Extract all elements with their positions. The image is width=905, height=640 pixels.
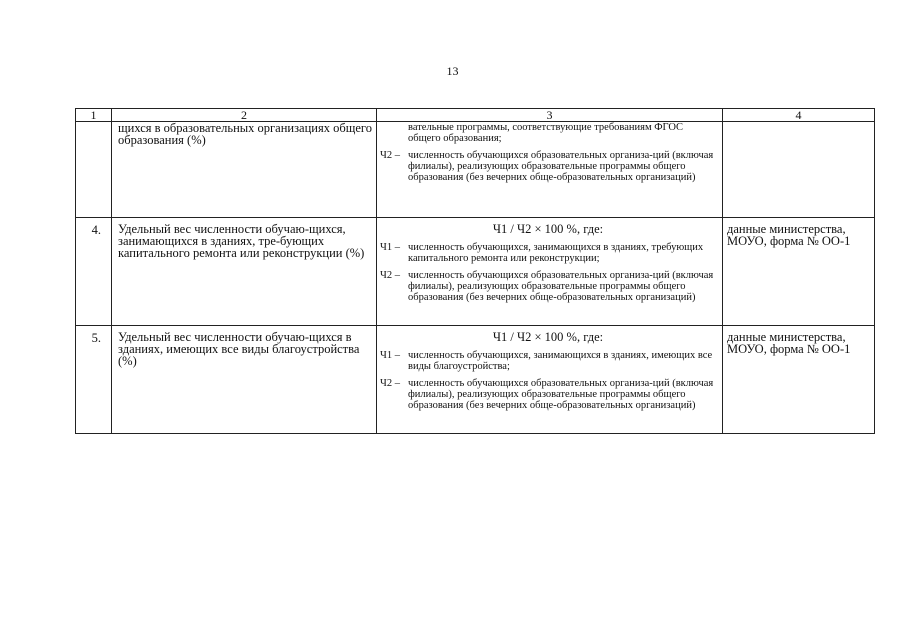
- formula-text: Ч1 / Ч2 × 100 %, где:: [492, 222, 604, 236]
- source-cell: [723, 122, 875, 218]
- definition-label: Ч2 –: [380, 378, 400, 389]
- method-cell: [377, 218, 723, 326]
- table-row-continuation: [76, 122, 875, 218]
- indicator-cell: щихся в образовательных организациях общего образования (%): [112, 122, 377, 218]
- definition-label: Ч2 –: [380, 150, 400, 161]
- definition-ch2: [380, 378, 716, 411]
- table-row: [76, 218, 875, 326]
- column-header-2: 2: [112, 109, 377, 122]
- indicator-cell: Удельный вес численности обучаю-щихся в зданиях, имеющих все виды благоустройства (%): [112, 326, 377, 434]
- definition-text: численность обучающихся образовательных организа-ций (включая филиалы), реализующих образовательные программы общего образования (без вечерних обще-образовательных организаций): [408, 150, 714, 183]
- row-number-cell: [76, 122, 112, 218]
- definition-label: Ч1 –: [380, 350, 400, 361]
- definition-ch2: [380, 270, 716, 303]
- page-number: 13: [446, 64, 459, 78]
- method-cell: [377, 326, 723, 434]
- definition-ch1: [380, 350, 716, 372]
- definition-label: Ч1 –: [380, 242, 400, 253]
- column-header-4: 4: [723, 109, 875, 122]
- source-cell: данные министерства, МОУО, форма № ОО-1: [723, 326, 875, 434]
- definition-text: численность обучающихся, занимающихся в зданиях, имеющих все виды благоустройства;: [408, 350, 713, 372]
- table-header-row: [76, 109, 875, 122]
- definition-text: численность обучающихся образовательных организа-ций (включая филиалы), реализующих образовательные программы общего образования (без вечерних обще-образовательных организаций): [408, 378, 714, 411]
- formula-text: Ч1 / Ч2 × 100 %, где:: [492, 330, 604, 344]
- column-header-1: 1: [76, 109, 112, 122]
- indicator-cell: Удельный вес численности обучаю-щихся, занимающихся в зданиях, тре-бующих капитального ремонта или реконструкции (%): [112, 218, 377, 326]
- row-number-cell: 4.: [76, 218, 112, 326]
- definition-text: численность обучающихся образовательных организа-ций (включая филиалы), реализующих образовательные программы общего образования (без вечерних обще-образовательных организаций): [408, 270, 714, 303]
- source-cell: данные министерства, МОУО, форма № ОО-1: [723, 218, 875, 326]
- definition-label: Ч2 –: [380, 270, 400, 281]
- indicators-table: [75, 108, 875, 434]
- row-number-cell: 5.: [76, 326, 112, 434]
- column-header-3: 3: [377, 109, 723, 122]
- method-continuation-text: вательные программы, соответствующие требованиям ФГОС общего образования;: [408, 122, 684, 144]
- method-cell: [377, 122, 723, 218]
- definition-ch1: [380, 242, 716, 264]
- table-row: [76, 326, 875, 434]
- definition-text: численность обучающихся, занимающихся в зданиях, требующих капитального ремонта или реконструкции;: [408, 242, 704, 264]
- definition-ch2: [380, 150, 716, 183]
